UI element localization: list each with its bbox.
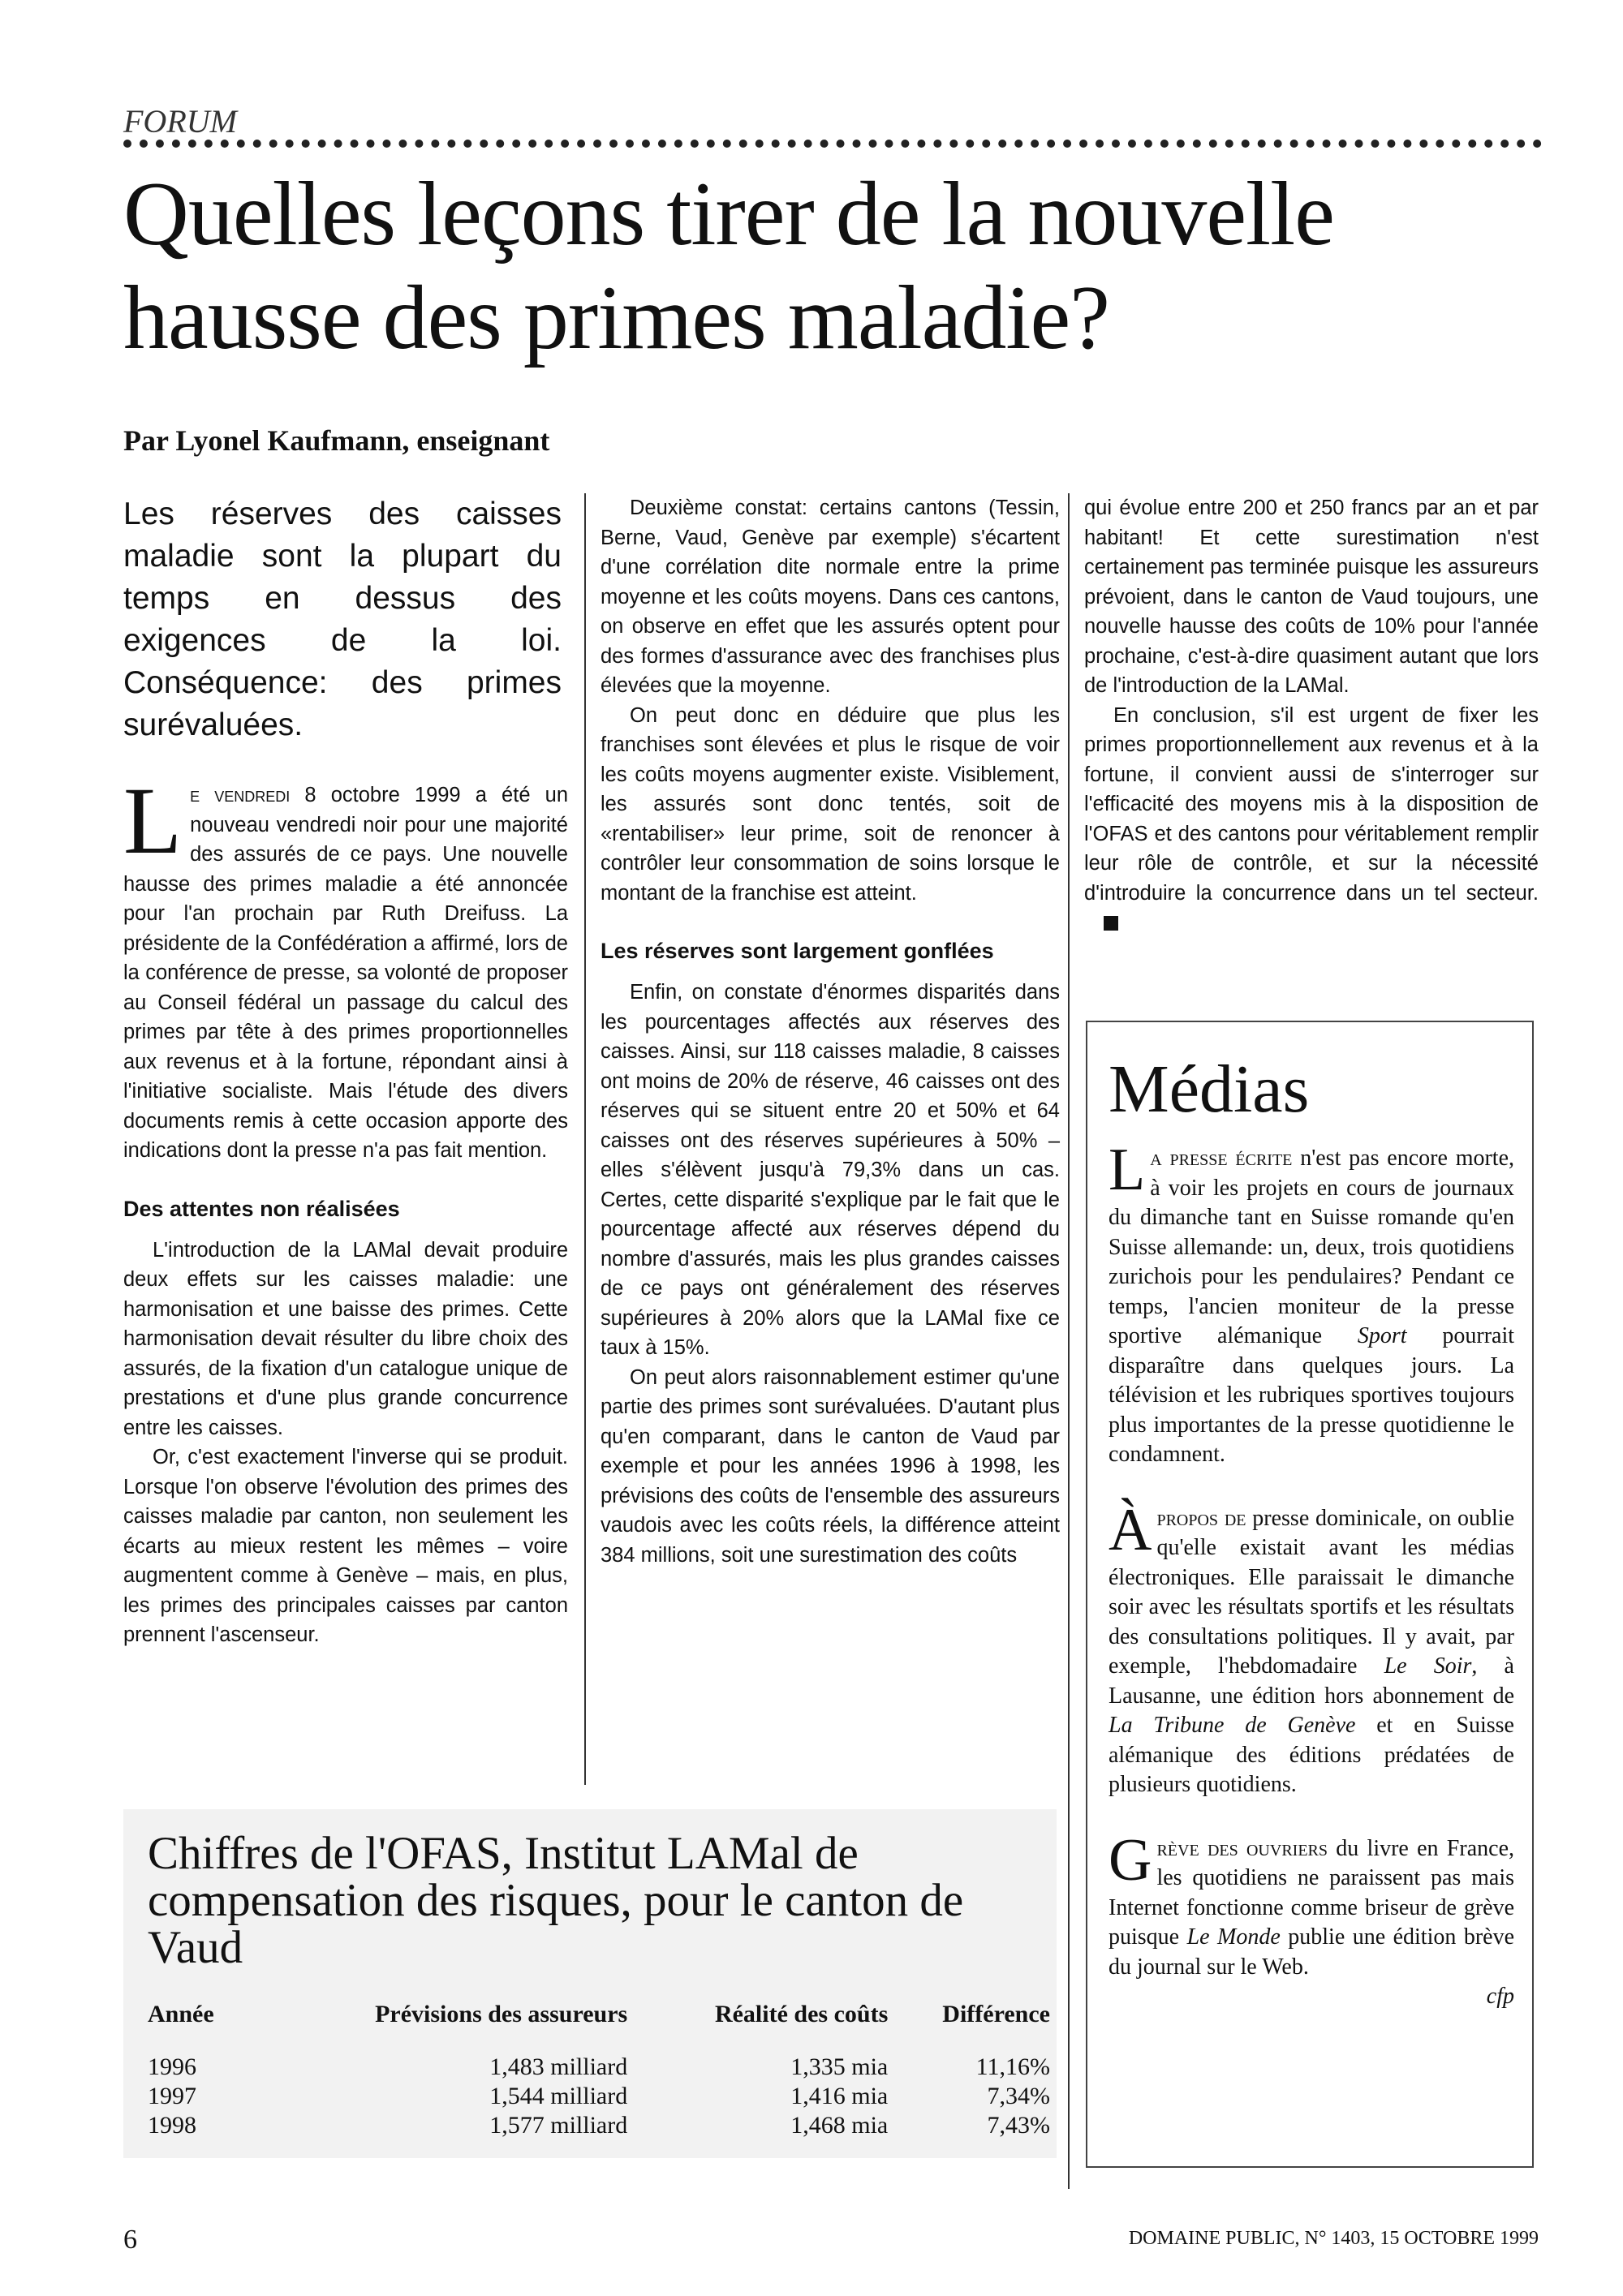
header-difference: Différence xyxy=(942,2001,1050,2027)
article-column-3 xyxy=(1084,493,1539,938)
drop-cap: L xyxy=(123,767,183,874)
drop-cap: L xyxy=(1109,1137,1146,1203)
lead-paragraph: Les réserves des caisses maladie sont la plupart du temps en dessus des exigences de la loi. Conséquence: des primes surévaluées. xyxy=(123,497,562,742)
article-paragraph: Le vendredi 8 octobre 1999 a été un nouveau vendredi noir pour une majorité des assurés de ce pays. Une nouvelle hausse des primes maladie a été annoncée pour l'an prochain par Ruth Dreifuss. La présidente de la Confédération a affirmé, lors de la conférence de presse, sa volonté de proposer au Conseil fédéral un passage du calcul des primes par tête à des primes proportionnelles aux revenus et à la fortune, répondant ainsi à l'initiative socialiste. Mais l'étude des divers documents remis à cette occasion apporte des indications dont la presse n'a pas fait mention. xyxy=(123,767,568,1162)
subheading: Des attentes non réalisées xyxy=(123,1196,400,1221)
header-year: Année xyxy=(148,2001,214,2027)
page-number: 6 xyxy=(123,2225,137,2255)
headline: Quelles leçons tirer de la nouvelle hausse des primes maladie? xyxy=(123,164,1334,368)
article-column-2 xyxy=(601,493,1060,1570)
article-column-1 xyxy=(123,767,568,1650)
publication-footer: DOMAINE PUBLIC, N° 1403, 15 OCTOBRE 1999 xyxy=(1128,2228,1539,2249)
medias-title: Médias xyxy=(1109,1051,1310,1127)
table-header-row xyxy=(148,2001,1050,2053)
table-row: 1998 1,577 milliard 1,468 mia 7,43% xyxy=(148,2112,1050,2139)
drop-cap: G xyxy=(1109,1826,1152,1894)
article-paragraph: Enfin, on constate d'énormes disparités dans les pourcentages affectés aux réserves des caisses. Ainsi, sur 118 caisses maladie, 8 caisses ont moins de 20% de réserve, 46 caisses ont des réserves qui se situent entre 20 et 50% et 64 caisses ont des réserves supérieures à 50% – elles s'élèvent jusqu'à 79,3% dans un cas. Certes, cette disparité s'explique par le fait que le pourcentage affecté aux réserves dépend du nombre d'assurés, mais les plus grandes caisses de ce pays ont généralement des réserves supérieures à 20% alors que la LAMal fixe ce taux à 15%. xyxy=(601,981,1060,1359)
header-actual: Réalité des coûts xyxy=(714,2001,889,2027)
article-paragraph: L'introduction de la LAMal devait produire deux effets sur les caisses maladie: une harmonisation et une baisse des primes. Cette harmonisation devait résulter du libre choix des assurés, de la fixation d'un catalogue unique de prestations et d'une plus grande concurrence entre les caisses. xyxy=(123,1238,568,1439)
medias-sidebar xyxy=(1086,1021,1534,2168)
article-paragraph: On peut alors raisonnablement estimer qu'une partie des primes sont surévaluées. D'autant plus qu'en comparant, dans le canton de Vaud par exemple et pour les années 1996 à 1998, les prévisions des coûts de l'ensemble des assureurs vaudois avec les coûts réels, la différence atteint 384 millions, soit une surestimation des coûts xyxy=(601,1365,1060,1567)
column-divider xyxy=(1068,493,1070,2189)
statistics-box xyxy=(123,1809,1057,2158)
dotted-rule xyxy=(123,140,1542,148)
table-row: 1996 1,483 milliard 1,335 mia 11,16% xyxy=(148,2053,1050,2080)
medias-item: Àpropos de presse dominicale, on oublie qu'elle existait avant les médias électroniques. Elle paraissait le dimanche soir avec les résultats sportifs et les résultats des consultations politiques. Il y avait, par exemple, l'hebdomadaire Le Soir, à Lausanne, une édition hors abonnement de La Tribune de Genève et en Suisse alémanique des éditions prédatées de plusieurs quotidiens. xyxy=(1109,1496,1514,1797)
article-paragraph: qui évolue entre 200 et 250 francs par an et par habitant! Et cette surestimation n'est certainement pas terminée puisque les assureurs prévoient, dans le canton de Vaud toujours, une nouvelle hausse des coûts de 10% pour l'année prochaine, c'est-à-dire quasiment autant que lors de l'introduction de la LAMal. xyxy=(1084,497,1539,697)
table-title: Chiffres de l'OFAS, Institut LAMal de compensation des risques, pour le canton de Vaud xyxy=(148,1828,964,1973)
article-paragraph: En conclusion, s'il est urgent de fixer les primes proportionnellement aux revenus et à la fortune, il convient aussi de s'interroger sur l'efficacité des moyens mis à la disposition de l'OFAS et des cantons pour véritablement remplir leur rôle de contrôle, et sur la nécessité d'introduire la concurrence dans un tel secteur. xyxy=(1084,701,1539,938)
column-divider xyxy=(584,493,586,1785)
section-label: FORUM xyxy=(123,103,237,140)
medias-body xyxy=(1109,1137,1514,2012)
medias-item: Grève des ouvriers du livre en France, les quotidiens ne paraissent pas mais Internet fonctionne comme briseur de grève puisque Le Monde publie une édition brève du journal sur le Web. xyxy=(1109,1826,1514,1980)
end-of-article-mark xyxy=(1104,916,1118,931)
table-row: 1997 1,544 milliard 1,416 mia 7,34% xyxy=(148,2083,1050,2109)
statistics-table xyxy=(148,2001,1050,2140)
article-paragraph: Deuxième constat: certains cantons (Tessin, Berne, Vaud, Genève par exemple) s'écartent d'une corrélation dite normale entre la prime moyenne et les coûts moyens. Dans ces cantons, on observe en effet que les assurés optent pour des formes d'assurance avec des franchises plus élevées que la moyenne. xyxy=(601,497,1060,697)
header-forecast: Prévisions des assureurs xyxy=(375,2001,628,2027)
drop-cap: À xyxy=(1109,1496,1152,1563)
article-paragraph: On peut donc en déduire que plus les franchises sont élevées et plus le risque de voir les coûts moyens augmenter existe. Visiblement, les assurés sont donc tentés, soit de «rentabiliser» leur prime, soit de renoncer à contrôler leur consommation de soins lorsque le montant de la franchise est atteint. xyxy=(601,703,1060,905)
article-paragraph: Or, c'est exactement l'inverse qui se produit. Lorsque l'on observe l'évolution des primes des caisses maladie par canton, non seulement les écarts au mieux restent les mêmes – voire augmentent comme à Genève – mais, en plus, les primes des principales caisses par canton prennent l'ascenseur. xyxy=(123,1446,568,1646)
signature: cfp xyxy=(1486,1984,1514,2009)
medias-item: La presse écrite n'est pas encore morte, à voir les projets en cours de journaux du dimanche tant en Suisse romande qu'en Suisse allemande: un, deux, trois quotidiens zurichois pour les pendulaires? Pendant ce temps, l'ancien moniteur de la presse sportive alémanique Sport pourrait disparaître dans quelques jours. La télévision et les rubriques sportives toujours plus importantes de la presse quotidienne le condamnent. xyxy=(1109,1137,1514,1467)
subheading: Les réserves sont largement gonflées xyxy=(601,939,994,963)
byline: Par Lyonel Kaufmann, enseignant xyxy=(123,424,550,457)
